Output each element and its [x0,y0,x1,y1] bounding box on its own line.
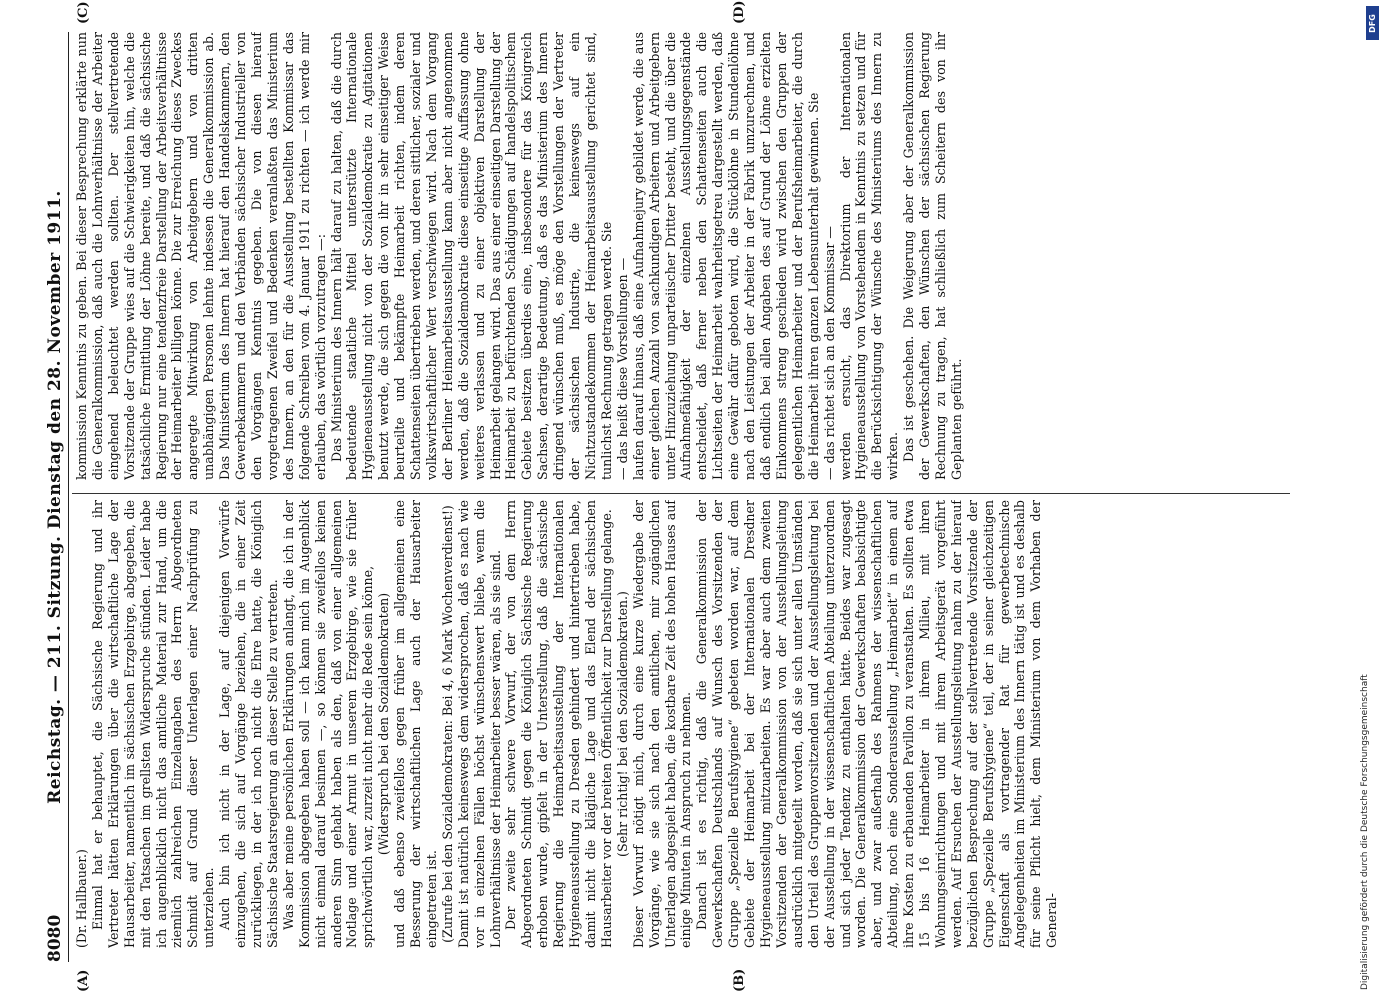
margin-mark-d: (D) [732,0,747,24]
paragraph: Dieser Vorwurf nötigt mich, durch eine kurze Wiedergabe der Vorgänge, wie sie sich nach den amtlichen, mir zugänglichen Unterlagen abgespielt haben, die kostbare Zeit des hohen Hauses auf einige Minuten in Anspruch zu nehmen. [630,500,694,948]
paragraph: Was aber meine persönlichen Erklärungen anlangt, die ich in der Kommission abgegeben haben soll — ich kann mich im Augenblick nicht einmal darauf besinnen —, so können sie zweifellos keinen anderen Sinn gehabt haben als den, daß von einer allgemeinen Notlage und einer Armut in unserem Erzgebirge, wie sie früher sprichwörtlich war, zurzeit nicht mehr die Rede sein könne, [280,500,376,948]
column-divider [72,493,1290,494]
speaker-note: (Dr. Hallbauer.) [74,849,89,948]
interjection: (Zurufe bei den Sozialdemokraten: Bei 4, 6 Mark Wochenverdienst!) [439,505,455,943]
aside-remark: — das heißt diese Vorstellungen — [614,257,630,480]
paragraph: und daß ebenso zweifellos gegen früher im allgemeinen eine Besserung der wirtschaftlichen Lage auch der Hausarbeiter eingetreten ist. [392,500,439,948]
quoted-letter: laufen darauf hinaus, daß eine Aufnahmejury gebildet werde, die aus einer gleichen Anzahl von sachkundigen Arbeitern und Arbeitgebern unter Hinzuziehung unparteiischer Dritter besteht, und die über die Aufnahmefähigkeit der einzelnen Ausstellungsgegenstände entscheidet, daß ferner neben den Schattenseiten auch die Lichtseiten der Heimarbeit wahrheitsgetreu dargestellt werden, daß eine Gewähr dafür geboten wird, die Stücklöhne in Stundenlöhne nach den Leistungen der Arbeiter in der Fabrik umzurechnen, und daß endlich bei allen Angaben des auf Grund der Löhne erzielten Einkommens streng geschieden wird zwischen den Gruppen der gelegentlichen Heimarbeiter und der Berufsheimarbeiter, die durch die Heimarbeit ihren ganzen Lebensunterhalt gewinnen. Sie [630,32,821,480]
page-number: 8080 [45,914,65,962]
interjection: (Sehr richtig! bei den Sozialdemokraten.) [614,591,630,857]
left-column [74,500,1289,948]
paragraph: kommission Kenntnis zu geben. Bei dieser Besprechung erklärte nun die Generalkommission, daß auch die Lohnverhältnisse der Arbeiter eingehend beleuchtet werden sollten. Der stellvertretende Vorsitzende der Gruppe wies auf die Schwierigkeiten hin, welche die tatsächliche Ermittlung der Löhne bereite, und daß die sächsische Regierung nur eine tendenzfreie Darstellung der Arbeitsverhältnisse der Heimarbeiter billigen könne. Die zur Erreichung dieses Zweckes angeregte Mitwirkung von Arbeitgebern und von dritten unabhängigen Personen lehnte indessen die Generalkommission ab. Das Ministerium des Innern hat hierauf den Handelskammern, den Gewerbekammern und den Verbänden sächsischer Industrieller von den Vorgängen Kenntnis gegeben. Die von diesen hierauf vorgetragenen Zweifel und Bedenken veranlaßten das Ministerium des Innern, an den für die Ausstellung bestellten Kommissar das folgende Schreiben vom 4. Januar 1911 zu richten — ich werde mir erlauben, das wörtlich vorzutragen —: [74,32,328,480]
paragraph: Das ist geschehen. Die Weigerung aber der Generalkommission der Gewerkschaften, den Wünschen der sächsischen Regierung Rechnung zu tragen, hat schließlich zum Scheitern des von ihr Geplanten geführt. [901,32,964,480]
quoted-letter: werden ersucht, das Direktorium der Internationalen Hygieneausstellung von Vorstehendem in Kenntnis zu setzen und für die Berücksichtigung der Wünsche des Ministeriums des Innern zu wirken. [837,32,901,480]
aside-remark: — das richtet sich an den Kommissar — [821,226,837,480]
page-title: Reichstag. — 211. Sitzung. Dienstag den 28. November 1911. [45,190,65,804]
paragraph: Danach ist es richtig, daß die Generalkommission der Gewerkschaften Deutschlands auf Wunsch des Vorsitzenden der Gruppe „Spezielle Berufshygiene“ gebeten worden war, auf dem Gebiete der Heimarbeit bei der Internationalen Dresdner Hygieneausstellung mitzuarbeiten. Es war aber auch dem zweiten Vorsitzenden der Generalkommission von der Ausstellungsleitung ausdrücklich mitgeteilt worden, daß sie sich unter allen Umständen den Urteil des Gruppenvorsitzenden und der Ausstellungsleitung bei der Ausstellung in der wissenschaftlichen Abteilung unterzuordnen und sich jeder Tendenz zu enthalten hätte. Beides war zugesagt worden. Die Generalkommission der Gewerkschaften beabsichtigte aber, und zwar außerhalb des Rahmens der wissenschaftlichen Abteilung, noch eine Sonderausstellung „Heimarbeit“ in einem auf ihre Kosten zu erbauenden Pavillon zu veranstalten. Es sollten etwa 15 bis 16 Heimarbeiter in ihrem Milieu, mit ihren Wohnungseinrichtungen und mit ihrem Arbeitsgerät vorgeführt werden. Auf Ersuchen der Ausstellungsleitung nahm zu der hierauf bezüglichen Besprechung auf der stellvertretende Vorsitzende der Gruppe „Spezielle Berufshygiene“ teil, der in seiner gleichzeitigen Eigenschaft als vortragender Rat für gewerbetechnische Angelegenheiten im Ministerium des Innern tätig ist und es deshalb für seine Pflicht hielt, dem Ministerium von dem Vorhaben der General- [694,500,1060,948]
digitization-credit: Digitalisierung gefördert durch die Deutsche Forschungsgemeinschaft [1360,674,1370,990]
quoted-letter: Das Ministerium des Innern hält darauf zu halten, daß die durch bedeutende staatliche Mittel unterstützte Internationale Hygieneausstellung nicht von der Sozialdemokratie zu Agitationen benutzt werde, die sich gegen die von ihr in sehr einseitiger Weise beurteilte und bekämpfte Heimarbeit richten, indem deren Schattenseiten übertrieben werden, und deren sittlicher, sozialer und volkswirtschaftlicher Wert verschwiegen wird. Nach dem Vorgang der Berliner Heimarbeitsausstellung kann aber nicht angenommen werden, daß die Sozialdemokratie diese einseitige Auffassung ohne weiteres verlassen und zu einer objektiven Darstellung der Heimarbeit gelangen wird. Das aus einer einseitigen Darstellung der Heimarbeit zu befürchtenden Schädigungen auf handelspolitischem Gebiete besitzen überdies eine, insbesondere für das Königreich Sachsen, derartige Bedeutung, daß es das Ministerium des Innern dringend wünschen muß, es möge den Vorstellungen der Vertreter der sächsischen Industrie, die keineswegs auf ein Nichtzustandekommen der Heimarbeitsausstellung gerichtet sind, tunlichst Rechnung getragen werde. Sie [328,32,614,480]
interjection: (Widerspruch bei den Sozialdemokraten) [376,592,392,856]
margin-mark-c: (C) [76,1,91,24]
right-column [74,32,1289,480]
paragraph: Der zweite sehr schwere Vorwurf, der von dem Herrn Abgeordneten Schmidt gegen die Königlich Sächsische Regierung erhoben wurde, gipfelt in der Unterstellung, daß die sächsische Regierung die Heimarbeitsausstellung der Internationalen Hygieneausstellung zu Dresden gehindert und hintertrieben habe, damit nicht die klägliche Lage und das Elend der sächsischen Hausarbeiter vor der breiten Öffentlichkeit zur Darstellung gelange. [503,500,614,948]
page-content [42,0,1292,992]
paragraph: Auch bin ich nicht in der Lage, auf diejenigen Vorwürfe einzugehen, die sich auf Vorgänge beziehen, die in einer Zeit zurückliegen, in der ich noch nicht die Ehre hatte, die Königlich Sächsische Staatsregierung an dieser Stelle zu vertreten. [217,500,280,948]
page-header [42,32,69,962]
margin-mark-a: (A) [76,969,91,992]
margin-mark-b: (B) [732,968,747,992]
paragraph: Einmal hat er behauptet, die Sächsische Regierung und ihr Vertreter hätten Erklärungen über die wirtschaftliche Lage der Hausarbeiter, namentlich im sächsischen Erzgebirge, abgegeben, die mit den Tatsachen im grellsten Widerspruche stünden. Leider habe ich augenblicklich nicht das amtliche Material zur Hand, um die ziemlich zahlreichen Einzelangaben des Herrn Abgeordneten Schmidt auf Grund dieser Unterlagen einer Nachprüfung zu unterziehen. [89,500,217,948]
paragraph: Damit ist natürlich keineswegs dem widersprochen, daß es nach wie vor in einzelnen Fällen höchst wünschenswert bliebe, wenn die Lohnverhältnisse der Heimarbeiter besser wären, als sie sind. [455,500,503,948]
dfg-logo: DFG [1366,6,1379,40]
